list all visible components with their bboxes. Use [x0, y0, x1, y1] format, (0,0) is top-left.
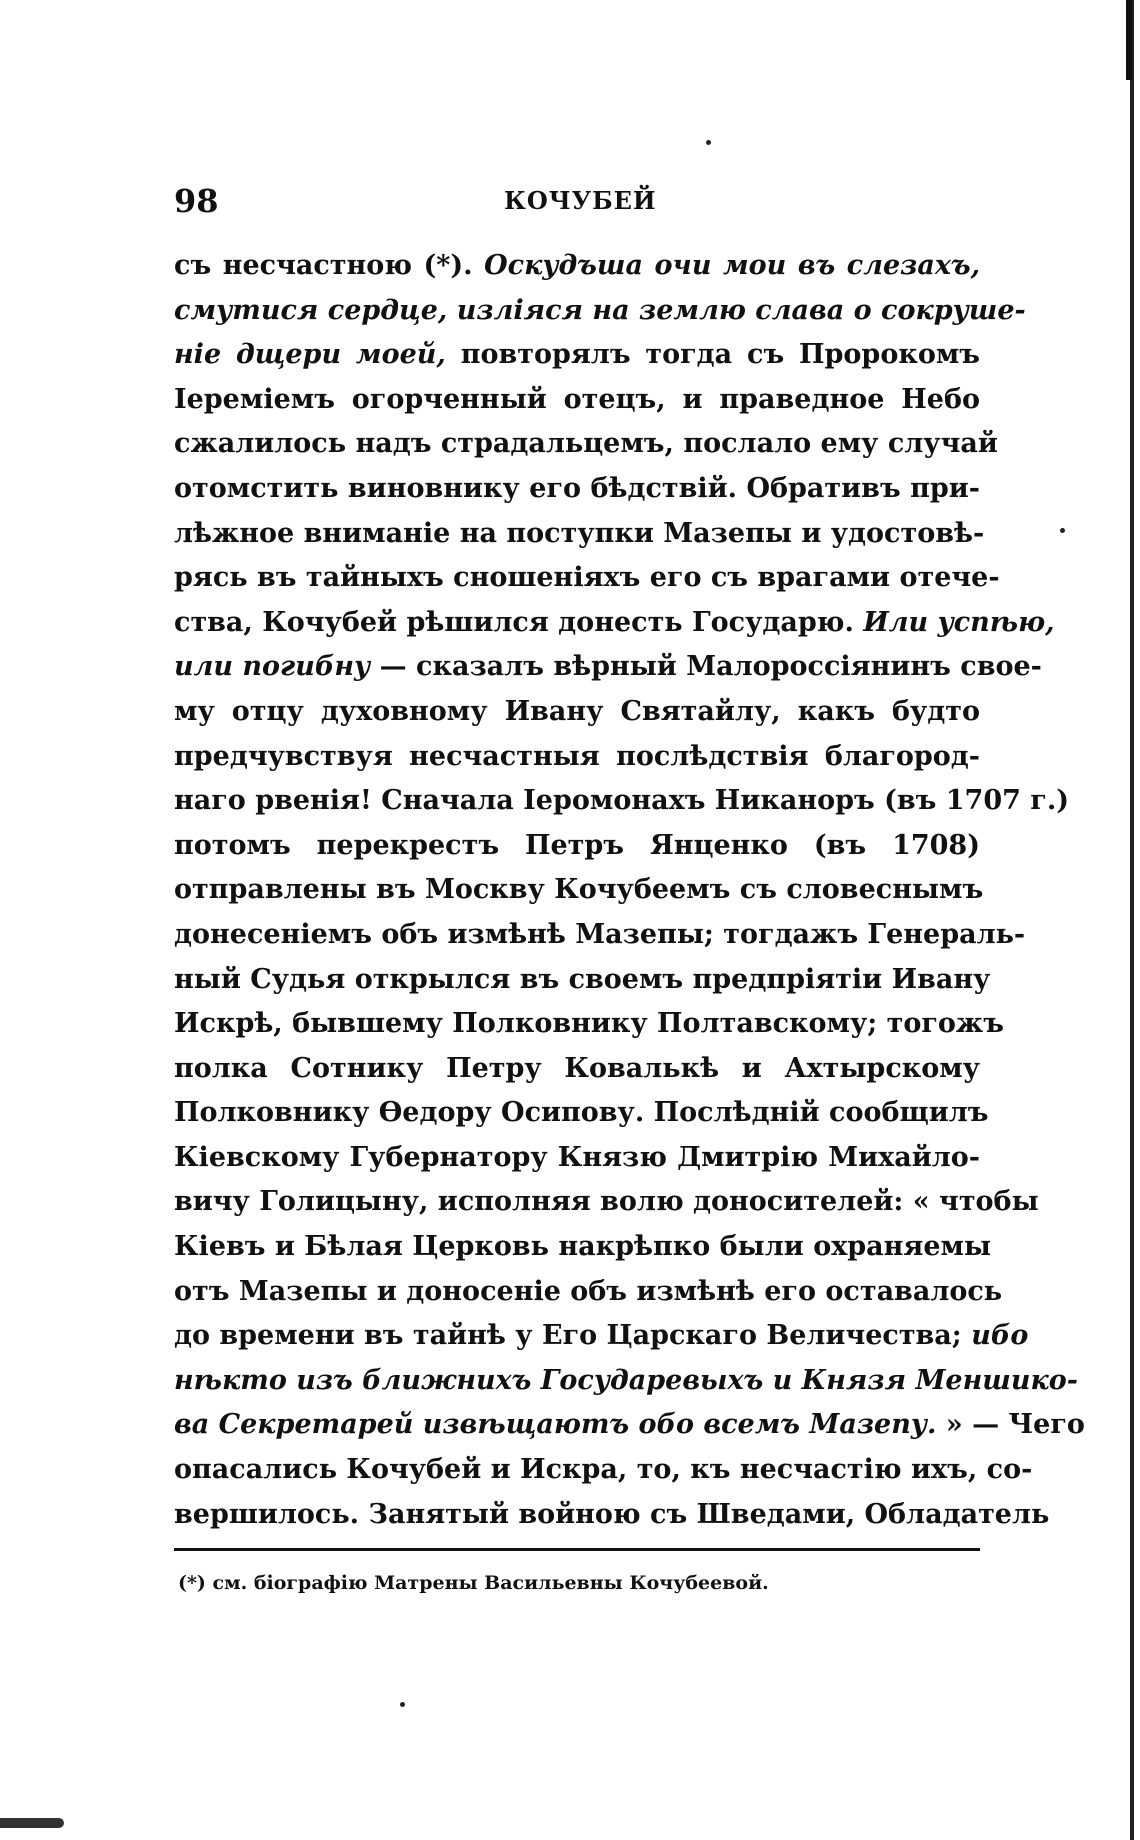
- italic-text: ибо: [971, 1320, 1029, 1352]
- text-line: [174, 1493, 1050, 1538]
- text-line: [174, 645, 1042, 690]
- text-line: [174, 958, 991, 1003]
- text-segment: Полковнику Ѳедору Осипову. Послѣднiй сообщилъ: [174, 1097, 989, 1129]
- text-segment: лѣжное вниманiе на поступки Мазепы и удостовѣ-: [174, 517, 985, 549]
- text-segment: Кiевскому Губернатору Князю Дмитрiю Михайло-: [174, 1141, 980, 1173]
- text-line: [174, 333, 980, 378]
- italic-text: Или успѣю,: [863, 606, 1055, 638]
- text-segment: » — Чего: [936, 1409, 1085, 1441]
- text-line: [174, 467, 980, 512]
- text-segment: повторялъ тогда съ Пророкомъ: [445, 339, 980, 371]
- text-line: [174, 556, 1000, 601]
- body-text: [174, 244, 1085, 1537]
- text-segment: до времени въ тайнѣ у Его Царскаго Величества;: [174, 1320, 972, 1352]
- text-line: [174, 913, 1026, 958]
- text-segment: Искрѣ, бывшему Полковнику Полтавскому; тогожъ: [174, 1008, 1004, 1040]
- text-segment: отомстить виновнику его бѣдствiй. Обративъ при-: [174, 472, 980, 504]
- text-line: [174, 1002, 1004, 1047]
- italic-text: нѣкто изъ ближнихъ Государевыхъ и Князя Меншико-: [174, 1364, 1078, 1396]
- text-segment: сжалилось надъ страдальцемъ, послало ему случай: [174, 428, 998, 460]
- text-segment: му отцу духовному Ивану Святайлу, какъ будто: [174, 695, 980, 727]
- text-segment: рясь въ тайныхъ сношенiяхъ его съ врагами отече-: [174, 562, 1000, 594]
- text-line: [174, 1403, 1085, 1448]
- text-segment: Іеремiемъ огорченный отецъ, и праведное Небо: [174, 383, 980, 415]
- text-segment: съ несчастною (*).: [174, 250, 485, 281]
- text-segment: предчувствуя несчастныя послѣдствiя благород-: [174, 740, 980, 772]
- text-line: [174, 1314, 1029, 1359]
- text-line: [174, 244, 980, 289]
- page-corner-mark: [1126, 0, 1132, 80]
- text-line: [174, 779, 1070, 824]
- text-line: [174, 1047, 980, 1092]
- page-edge-shadow: [1130, 0, 1134, 1840]
- italic-text: ва Секретарей извѣщаютъ обо всемъ Мазепу.: [174, 1409, 937, 1441]
- text-segment: ный Судья открылся въ своемъ предпрiятiи Ивану: [174, 963, 991, 995]
- italic-text: ніе дщери моей,: [174, 339, 446, 371]
- text-segment: наго рвенiя! Сначала Iеромонахъ Никаноръ (въ 1707 г.): [174, 785, 1070, 817]
- text-line: [174, 601, 1055, 646]
- footnote-rule: [174, 1548, 980, 1551]
- text-line: [174, 422, 998, 467]
- text-line: [174, 378, 980, 423]
- text-line: [174, 512, 985, 557]
- text-segment: отъ Мазепы и доносенiе объ измѣнѣ его оставалось: [174, 1275, 1003, 1307]
- text-segment: — сказалъ вѣрный Малороссiянинъ свое-: [370, 651, 1042, 683]
- text-line: [174, 1180, 1039, 1225]
- text-line: [174, 735, 980, 780]
- footnote: (*) см. бiографiю Матрены Васильевны Кочубеевой.: [178, 1572, 769, 1594]
- text-segment: донесенiемъ объ измѣнѣ Мазепы; тогдажъ Генераль-: [174, 918, 1026, 950]
- text-segment: вершилось. Занятый войною съ Шведами, Обладатель: [174, 1498, 1050, 1530]
- text-segment: полка Сотнику Петру Ковалькѣ и Ахтырскому: [174, 1052, 980, 1084]
- text-line: [174, 1091, 989, 1136]
- italic-text: Оскудъша очи мои въ слезахъ,: [484, 250, 980, 281]
- text-line: [174, 1225, 992, 1270]
- italic-text: или погибну: [174, 651, 371, 683]
- text-line: [174, 690, 980, 735]
- text-segment: Кiевъ и Бѣлая Церковь накрѣпко были охраняемы: [174, 1231, 992, 1263]
- ink-speck: [706, 140, 711, 145]
- text-line: [174, 824, 980, 869]
- italic-text: смутися сердце, изліяся на землю слава о сокруше-: [174, 294, 1026, 326]
- text-line: [174, 1448, 1033, 1493]
- text-segment: опасались Кочубей и Искра, то, къ несчастiю ихъ, со-: [174, 1454, 1033, 1486]
- text-line: [174, 868, 984, 913]
- ink-speck: [400, 1702, 405, 1707]
- text-segment: потомъ перекрестъ Петръ Янценко (въ 1708): [174, 829, 980, 861]
- text-segment: вичу Голицыну, исполняя волю доносителей: « чтобы: [174, 1186, 1039, 1218]
- ink-speck: [1060, 528, 1065, 533]
- running-title: КОЧУБЕЙ: [504, 186, 657, 215]
- page-header: [174, 182, 980, 226]
- text-line: [174, 1270, 1003, 1315]
- text-line: [174, 1136, 980, 1181]
- text-line: [174, 1359, 1078, 1404]
- text-segment: отправлены въ Москву Кочубеемъ съ словеснымъ: [174, 874, 984, 906]
- page-number: 98: [174, 182, 219, 220]
- text-line: [174, 289, 1026, 334]
- text-segment: ства, Кочубей рѣшился донесть Государю.: [174, 606, 864, 638]
- scan-smudge: [0, 1818, 64, 1828]
